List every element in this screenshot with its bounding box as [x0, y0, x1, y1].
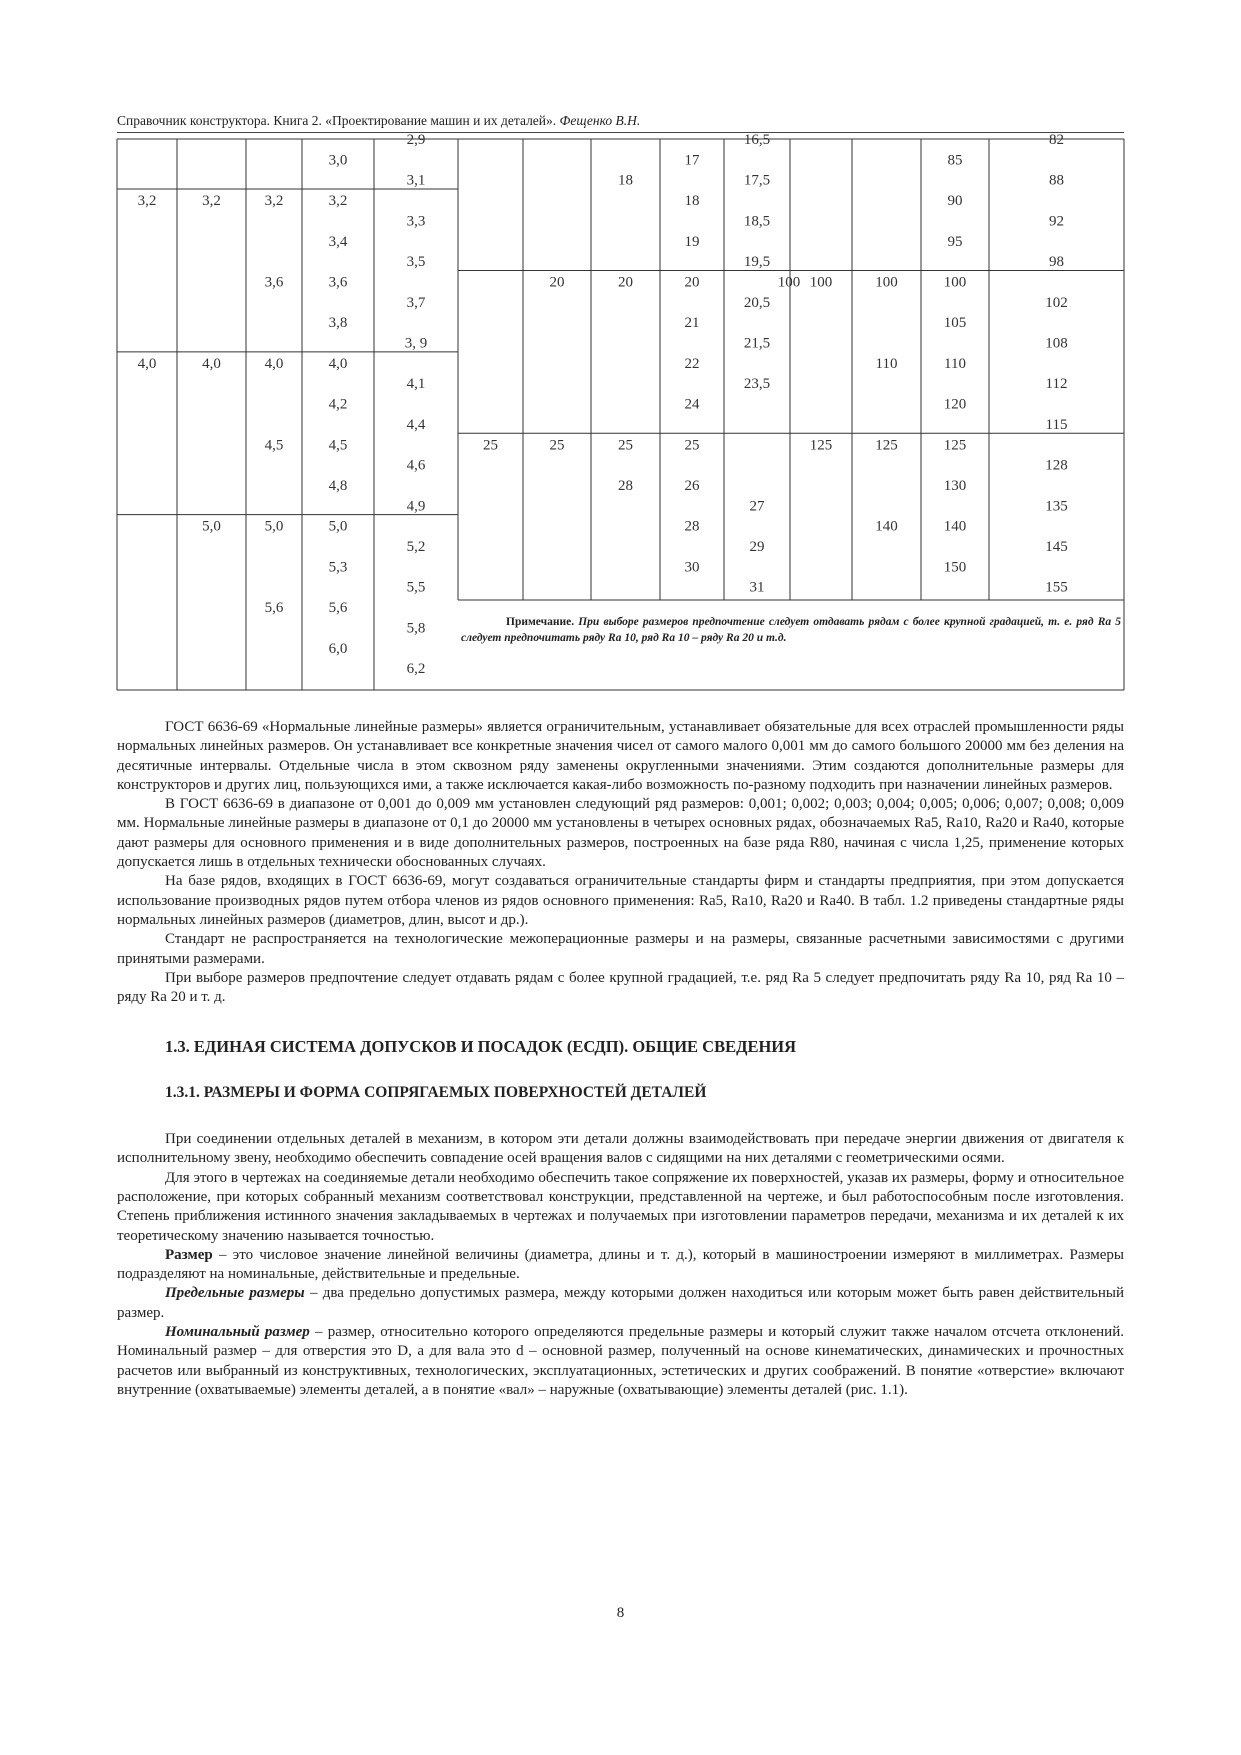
table-value: 150 — [943, 559, 967, 576]
paragraph-size — [117, 1246, 1124, 1285]
table-value: 25 — [618, 437, 633, 454]
table-value: 102 — [1045, 294, 1068, 311]
table-value: 112 — [1045, 376, 1068, 393]
table-value: 120 — [943, 396, 967, 413]
paragraph-text: – два предельно допустимых размера, между которыми должен находиться или которым может быть равен действительный размер. — [117, 1285, 1124, 1321]
table-value: 20 — [684, 274, 700, 291]
table-value: 130 — [943, 477, 967, 494]
table-value: 85 — [947, 152, 963, 169]
table-note — [461, 614, 1121, 646]
table-value: 4,0 — [264, 355, 284, 372]
table-value: 3,2 — [137, 193, 157, 210]
table-value: 2,9 — [406, 132, 426, 148]
table-value: 21,5 — [743, 335, 771, 352]
table-value: 5,0 — [202, 518, 221, 535]
table-value: 100 — [875, 274, 898, 291]
table-value: 5,6 — [328, 600, 348, 617]
table-value: 6,0 — [328, 640, 348, 657]
table-value: 23,5 — [743, 376, 771, 393]
table-value: 125 — [809, 437, 833, 454]
table-value: 4,0 — [328, 355, 348, 372]
paragraph-nominal-size — [117, 1323, 1124, 1400]
table-value: 3,7 — [406, 294, 426, 311]
table-value: 25 — [483, 437, 498, 454]
table-value: 135 — [1045, 498, 1068, 515]
table-value: 5,2 — [406, 539, 426, 555]
table-value: 92 — [1049, 213, 1064, 230]
table-value: 5,5 — [406, 579, 426, 596]
table-value: 6,2 — [406, 661, 426, 678]
table-value: 3,2 — [202, 193, 221, 210]
table-value: 140 — [943, 518, 967, 535]
paragraph: Стандарт не распространяется на технологические межоперационные размеры и на размеры, связанные расчетными зависимостями с другими принятыми размерами. — [117, 931, 1124, 967]
table-value: 19,5 — [743, 254, 771, 271]
table-value: 4,4 — [406, 416, 426, 433]
table-value: 25 — [549, 437, 565, 454]
table-value: 125 — [875, 437, 898, 454]
table-value: 108 — [1045, 335, 1068, 352]
table-value: 4,0 — [137, 355, 157, 372]
paragraph: В ГОСТ 6636-69 в диапазоне от 0,001 до 0,009 мм установлен следующий ряд размеров: 0,001; 0,002; 0,003; 0,004; 0,005; 0,006; 0,007; 0,008; 0,009 мм. Нормальные линейные размеры в диапазоне от 0,1 до 20000 мм установлены в четырех основных рядах, обозначаемых Ra5, Ra10, Ra20 и Ra40, которые дают размеры для основного применения и в виде дополнительных размеров, построенных на базе ряда R80, начиная с числа 1,25, применение которых допускается лишь в отдельных технически обоснованных случаях. — [117, 796, 1124, 871]
body-text — [117, 718, 1124, 1400]
term-limit-sizes: Предельные размеры — [165, 1285, 305, 1302]
table-value: 128 — [1045, 457, 1068, 474]
table-value: 110 — [944, 355, 966, 372]
table-value: 24 — [684, 396, 700, 413]
table-value: 4,8 — [328, 477, 348, 494]
paragraph: При выборе размеров предпочтение следует отдавать рядам с более крупной градацией, т.е. ряд Ra 5 следует предпочитать ряду Ra 10, ряд Ra 10 – ряду Ra 20 и т. д. — [117, 969, 1124, 1006]
table-value: 3,5 — [406, 254, 426, 271]
table-value: 3,2 — [328, 193, 348, 210]
paragraph: При соединении отдельных деталей в механизм, в котором эти детали должны взаимодействовать при передаче энергии движения от двигателя к исполнительному звену, необходимо обеспечить совпадение осей вращения валов с сидящими на них деталями с геометрическими осями. — [117, 1131, 1124, 1167]
table-value: 4,2 — [328, 396, 348, 413]
table-value: 5,3 — [328, 559, 348, 576]
paragraph: Для этого в чертежах на соединяемые детали необходимо обеспечить такое сопряжение их поверхностей, указав их размеры, форму и относительное расположение, при которых собранный механизм соответствовал конструкции, представленной на чертеже, и был работоспособным после изготовления. Степень приближения истинного значения закладываемых в чертежах и получаемых при изготовлении параметров передачи, механизма и их деталей к их теоретическому значению называется точностью. — [117, 1169, 1124, 1244]
table-value: 3,6 — [328, 274, 348, 291]
paragraph-limit-sizes — [117, 1284, 1124, 1323]
paragraph-text: – это числовое значение линейной величины (диаметра, длины и т. д.), который в машиностроении измеряют в миллиметрах. Размеры подразделяют на номинальные, действительные и предельные. — [117, 1246, 1124, 1283]
table-value: 19 — [684, 233, 700, 250]
table-value: 105 — [943, 315, 967, 332]
table-value: 21 — [684, 315, 700, 332]
table-value: 16,5 — [743, 132, 771, 148]
table-value: 4,5 — [328, 437, 348, 454]
page-number: 8 — [616, 1605, 625, 1621]
table-value: 4,6 — [406, 457, 426, 474]
table-value: 95 — [947, 233, 963, 250]
table-value: 3,8 — [328, 315, 348, 332]
table-value: 27 — [749, 498, 765, 515]
table-value: 115 — [1045, 416, 1068, 433]
table-value: 140 — [875, 518, 898, 535]
table-value: 3,1 — [406, 172, 426, 189]
paragraph-text: – размер, относительно которого определяются предельные размеры и который служит также началом отсчета отклонений. Номинальный размер – для отверстия это D, а для вала это d – основной размер, полученный на основе кинематических, динамических и прочностных расчетов или выбранный из конструктивных, технологических, эксплуатационных, эстетических и других соображений. В понятие «отверстие» включают внутренние (охватываемые) элементы деталей, а в понятие «вал» – наружные (охватывающие) элементы деталей (рис. 1.1). — [117, 1324, 1124, 1398]
table-value: 90 — [947, 193, 963, 210]
table-value: 100 — [943, 274, 967, 291]
table-value: 26 — [684, 477, 700, 494]
table-value: 3,3 — [406, 213, 426, 230]
table-value: 3,0 — [328, 152, 348, 169]
table-value: 5,0 — [328, 518, 348, 535]
table-value: 3,4 — [328, 233, 348, 250]
table-value: 28 — [684, 518, 700, 535]
table-value: 125 — [943, 437, 967, 454]
term-size: Размер — [165, 1246, 213, 1263]
table-value: 25 — [684, 437, 700, 454]
table-value: 4,5 — [264, 437, 284, 454]
table-value: 110 — [875, 355, 898, 372]
table-value: 20 — [549, 274, 565, 291]
table-value: 18 — [684, 193, 700, 210]
table-value: 22 — [684, 355, 700, 372]
table-value: 4,1 — [406, 376, 426, 393]
table-value: 29 — [749, 539, 765, 555]
table-value: 82 — [1049, 132, 1064, 148]
table-value: 88 — [1049, 172, 1064, 189]
table-note-text: При выборе размеров предпочтение следует отдавать рядам с более крупной градацией, т. е. ряд Ra 5 следует предпочитать ряду Ra 10, ряд Ra 10 – ряду Ra 20 и т.д. — [461, 616, 1121, 644]
size-series-table — [0, 0, 1241, 700]
table-note-label: Примечание. — [506, 616, 575, 628]
table-value: 5,0 — [264, 518, 284, 535]
running-header-author: Фещенко В.Н. — [559, 113, 641, 128]
table-value: 17 — [684, 152, 700, 169]
table-value: 5,8 — [406, 620, 426, 637]
table-value: 3, 9 — [404, 335, 428, 352]
table-value: 3,2 — [264, 193, 284, 210]
term-nominal-size: Номинальный размер — [165, 1324, 310, 1341]
table-value: 155 — [1045, 579, 1068, 596]
table-value: 30 — [684, 559, 700, 576]
table-value: 98 — [1049, 254, 1064, 271]
table-value: 20,5 — [743, 294, 771, 311]
table-value: 18 — [618, 172, 633, 189]
section-heading: 1.3. ЕДИНАЯ СИСТЕМА ДОПУСКОВ И ПОСАДОК (ЕСДП). ОБЩИЕ СВЕДЕНИЯ — [165, 1037, 797, 1057]
paragraph: ГОСТ 6636-69 «Нормальные линейные размеры» является ограничительным, устанавливает обязательные для всех отраслей промышленности ряды нормальных линейных размеров. Он устанавливает все конкретные значения чисел от самого малого 0,001 мм до самого большого 20000 мм без деления на десятичные интервалы. Отдельные числа в этом сквозном ряду заменены округленными значениями. Этим создаются дополнительные размеры для конструкторов и других лиц, пользующихся ими, а также исключается какая-либо возможность по-разному подходить при назначении линейных размеров. — [117, 719, 1124, 793]
table-value: 3,6 — [264, 274, 284, 291]
table-values — [138, 132, 1068, 677]
table-value: 28 — [618, 477, 633, 494]
table-value: 4,0 — [202, 355, 221, 372]
table-value: 4,9 — [406, 498, 426, 515]
table-value: 18,5 — [743, 213, 771, 230]
table-value: 20 — [618, 274, 633, 291]
table-value: 31 — [749, 579, 765, 596]
table-value: 145 — [1045, 539, 1068, 555]
running-header-title: Справочник конструктора. Книга 2. «Проектирование машин и их деталей». — [117, 113, 560, 128]
subsection-heading: 1.3.1. РАЗМЕРЫ И ФОРМА СОПРЯГАЕМЫХ ПОВЕРХНОСТЕЙ ДЕТАЛЕЙ — [165, 1083, 707, 1101]
table-value: 17,5 — [743, 172, 771, 189]
table-value: 5,6 — [264, 600, 284, 617]
table-value: 100 — [809, 274, 833, 291]
table-value: 100 — [777, 274, 801, 291]
paragraph: На базе рядов, входящих в ГОСТ 6636-69, могут создаваться ограничительные стандарты фирм и стандарты предприятия, при этом допускается использование производных рядов путем отбора членов из рядов основного применения: Ra5, Ra10, Ra20 и Ra40. В табл. 1.2 приведены стандартные ряды нормальных линейных размеров (диаметров, длин, высот и др.). — [117, 873, 1124, 928]
